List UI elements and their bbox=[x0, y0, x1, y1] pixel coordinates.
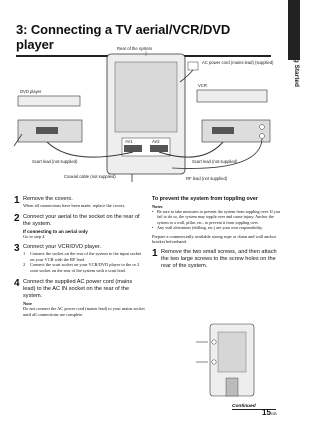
rf-label: RF lead (not supplied) bbox=[186, 176, 228, 181]
step-title: Remove the two small screws, and then attach the two large screws to the screw holes on the rear of the system. bbox=[161, 248, 277, 269]
connection-diagram bbox=[12, 42, 282, 192]
vcr-device bbox=[197, 90, 267, 102]
screw-icon bbox=[212, 360, 216, 364]
list-item: • Any wall alterations (drilling, etc.) are your own responsibility. bbox=[152, 225, 263, 231]
list-item: 1 Connect the socket on the rear of the system to the input socket on your VCR with the RF lead. bbox=[23, 251, 142, 262]
step-title: Connect your aerial to the socket on the rear of the system. bbox=[23, 213, 140, 227]
step-title: Connect your VCR/DVD player. bbox=[23, 244, 102, 251]
screw-diagram bbox=[192, 318, 274, 402]
step-1 bbox=[14, 196, 146, 209]
list-item: 2 Connect the scart socket on your VCR/DVD player to the or 2 scart socket on the rear of the system with a scart lead. bbox=[23, 262, 140, 273]
continued-label: Continued bbox=[232, 404, 276, 410]
step-body: When all connections have been made, replace the covers. bbox=[23, 203, 126, 208]
step-number: 2 bbox=[14, 212, 20, 224]
paragraph: Prepare a commercially available strong rope or chain and wall anchor bracket beforehand. bbox=[152, 233, 277, 245]
step-subhead: If connecting to an aerial only bbox=[23, 228, 88, 234]
step-3 bbox=[14, 244, 146, 273]
scart-left-label: Scart lead (not supplied) bbox=[32, 159, 78, 164]
topple-step-1 bbox=[152, 249, 284, 270]
scart-right-label: Scart lead (not supplied) bbox=[192, 159, 238, 164]
dvd-device bbox=[18, 96, 80, 106]
ac-plug-icon bbox=[188, 62, 198, 70]
step-body: Go to step 4. bbox=[23, 233, 46, 239]
step-number: 3 bbox=[14, 243, 20, 255]
av2-label: AV2 bbox=[152, 139, 160, 144]
step-2 bbox=[14, 214, 146, 240]
section-heading: To prevent the system from toppling over bbox=[152, 196, 258, 202]
step-number: 1 bbox=[152, 247, 158, 259]
note-text: Do not connect the AC power cord (mains lead) to your mains socket until all connections are complete. bbox=[23, 306, 145, 317]
note-label: Note bbox=[23, 300, 32, 306]
page-number: 15GB bbox=[262, 408, 277, 417]
list-item: • Be sure to take measures to prevent the system from toppling over. If you fail to do so, the system may topple over and cause injury. Anchor the system to a wall, pillar, etc., to prevent it from toppling over. bbox=[152, 209, 281, 225]
step-number: 1 bbox=[14, 195, 20, 206]
vcr-label: VCR bbox=[198, 83, 207, 88]
notes-label: Notes bbox=[152, 204, 163, 209]
section-label: Getting Started bbox=[293, 40, 300, 87]
rear-label: Rear of the system bbox=[117, 46, 153, 51]
topple-column bbox=[152, 196, 284, 275]
av1-label: AV1 bbox=[125, 139, 133, 144]
coax-label: Coaxial cable (not supplied) bbox=[64, 174, 116, 179]
screw-icon bbox=[212, 340, 216, 344]
step-title: Remove the covers. bbox=[23, 196, 73, 202]
step-title: Connect the supplied AC power cord (mains lead) to the AC IN socket on the rear of the system. bbox=[23, 278, 133, 299]
steps-column bbox=[14, 196, 146, 322]
step-number: 4 bbox=[14, 277, 20, 289]
ac-label: AC power cord (mains lead) (supplied) bbox=[202, 60, 274, 65]
page-title: 3: Connecting a TV aerial/VCR/DVD player bbox=[16, 22, 271, 57]
step-4 bbox=[14, 279, 146, 318]
dvd-label: DVD player bbox=[20, 89, 42, 94]
